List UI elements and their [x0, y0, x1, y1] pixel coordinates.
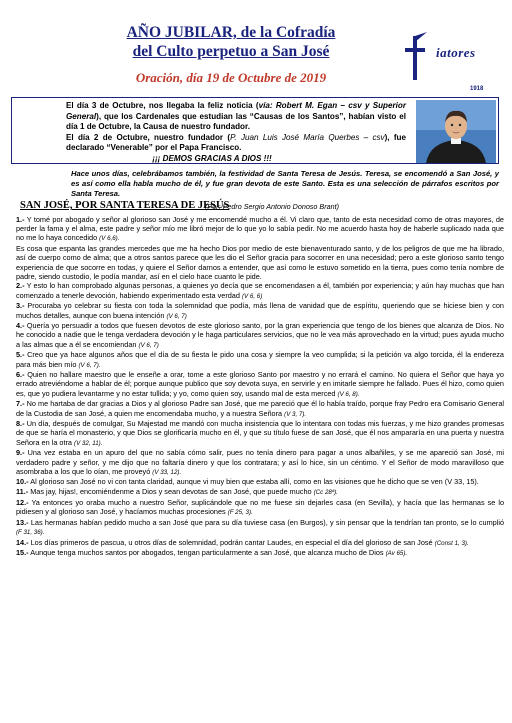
- section-author: (Por: Pedro Sergio Antonio Donoso Brant): [205, 202, 339, 211]
- prayer-date-subtitle: Oración, día 19 de Octubre de 2019: [135, 70, 327, 85]
- quote-paragraph: 8.- Un día, después de comulgar, Su Majestad me mandó con mucha insistencia que lo intentara con todas mis fuerzas, y me hizo grandes promesas de que se haría el monasterio, y que Dios se glorificaría mucho en él, y que su título fuese de san José, que él nos ampararía en una puerta y nuestra Señora en la otra (V 32, 11).: [16, 419, 504, 447]
- quote-paragraph: 1.- Y tomé por abogado y señor al glorioso san José y me encomendé mucho a él. Vi claro que, tanto de esta necesidad como de otras mayores, de perder la fama y el alma, este padre y señor mío me libró mejor de lo que yo lo sabía pedir. No me acuerdo hasta hoy de haberle suplicado nada que no me lo haya concedido (V 6,6).: [16, 215, 504, 243]
- quote-paragraph: 11.- Mas jay, hijas!, encomiéndenme a Dios y sean devotas de san José, que puede mucho (Cc 28ª).: [16, 487, 338, 497]
- founder-portrait: [416, 100, 496, 163]
- viatores-logo-icon: [405, 30, 505, 94]
- section-title: SAN JOSÉ, POR SANTA TERESA DE JESÚS: [20, 200, 230, 211]
- quote-paragraph: 7.- No me hartaba de dar gracias a Dios y al glorioso Padre san José, que me pareció que él lo había traído, porque fray Pedro era Comisario General de la Custodia de san José, a quien me encomendaba mucho, y a nuestra Señora (V 3, 7).: [16, 399, 504, 418]
- quote-paragraph: 6.- Quien no hallare maestro que le enseñe a orar, tome a este glorioso Santo por maestro y no errará el camino. No quiera el Señor que haya yo errado atreviéndome a hablar de él; porque aunque publico que soy devota suya, en servirle y en imitarle siempre he fallado. Pues él hizo, como quien es, que yo pudiera levantarme y no estar tullida; y yo, como quien soy, usando mal de esta merced (V 6, 8).: [16, 370, 504, 398]
- quote-paragraph: 2.- Y esto lo han comprobado algunas personas, a quienes yo decía que se encomendasen a él, también por experiencia; y aún hay muchas que han comenzado a tenerle devoción, habiendo experimentado esta verdad (V 6, 6): [16, 281, 504, 300]
- quote-paragraph: 4.- Quería yo persuadir a todos que fuesen devotos de este glorioso santo, por la gran experiencia que tengo de los bienes que alcanza de Dios. No he conocido a nadie que le tenga verdadera devoción y le haga particulares servicios, que no le vea más aprovechado en la virtud; pues ayuda mucho a las almas que a él se encomiendan (V 6, 7): [16, 321, 504, 349]
- title-line-1: AÑO JUBILAR, de la Cofradía: [126, 24, 336, 41]
- quote-list: [16, 215, 504, 559]
- announcement-text: El día 3 de Octubre, nos llegaba la feliz noticia (vía: Robert M. Egan – csv y Superior General), que los Cardenales que estudian las “Causas de los Santos”, habían visto el día 1 de Octubre, la Causa de nuestro fundador. El día 2 de Octubre, nuestro fundador (P. Juan Luis José María Querbes – csv), fue declarado “Venerable” por el Papa Francisco. ¡¡¡ DEMOS GRACIAS A DIOS !!!: [18, 101, 406, 165]
- quote-paragraph: 3.- Procuraba yo celebrar su fiesta con toda la solemnidad que podía, más llena de vanidad que de espíritu, queriendo que se hiciese bien y con muchos detalles, aunque con buena intención (V 6, 7): [16, 301, 504, 320]
- quote-paragraph: 13.- Las hermanas habían pedido mucho a san José que para su día tuviese casa (en Burgos), y sin pensar que la tendrían tan pronto, se lo cumplió (F 31, 36).: [16, 517, 505, 536]
- title-line-2: del Culto perpetuo a San José: [132, 43, 330, 60]
- quote-paragraph: 5.- Creo que ya hace algunos años que el día de su fiesta le pido una cosa y siempre la veo cumplida; si la petición va algo torcida, él la endereza para más bien mío (V 6, 7).: [16, 350, 504, 369]
- intro-paragraph: Hace unos días, celebrábamos también, la festividad de Santa Teresa de Jesús. Teresa, se encomendó a San José, y es así como ella habla mucho de él, y fue gran devota de este Santo. Esta es una selección de párrafos escritos por Santa Teresa.: [71, 169, 499, 198]
- quote-paragraph: 14.- Los días primeros de pascua, u otros días de solemnidad, podrán cantar Laudes, en especial el día del glorioso de san José (Const 1, 3).: [16, 537, 469, 547]
- quote-paragraph: 10.- Al glorioso san José no vi con tanta claridad, aunque vi muy bien que estaba allí, como en las visiones que he dicho que se ven (V 33, 15).: [16, 477, 479, 487]
- quote-paragraph: 15.- Aunque tenga muchos santos por abogados, tengan particularmente a san José, que alcanza mucho de Dios (Av 65).: [16, 548, 408, 558]
- logo-wordmark: iatores: [436, 45, 476, 60]
- logo-year: 1918: [470, 86, 484, 92]
- quote-paragraph: 9.- Una vez estaba en un apuro del que no sabía cómo salir, pues no tenía dinero para pagar a unos albañiles, y se me apareció san José, mi verdadero padre y señor, y me dijo que no faltaría dinero y que los contratara; y así lo hice, sin un céntimo. Y el Señor de modo maravilloso que asombraba a los que lo oían, me proveyó (V 33, 12).: [16, 448, 505, 476]
- thanks-exclamation: ¡¡¡ DEMOS GRACIAS A DIOS !!!: [152, 153, 272, 163]
- quote-paragraph: Es cosa que espanta las grandes mercedes que me ha hecho Dios por medio de este bienaventurado santo, y de los peligros de que me ha librado, así de cuerpo como de alma; que a otros santos parece que les dio el Señor gracia para socorrer en una necesidad; pero a este glorioso santo tengo experiencia de que socorre en todas, y quiere el Señor darnos a entender, que así como le estuvo sometido en la tierra, pues como tenía nombre de padre, siendo custodio, le podía mandar, así en el cielo hace cuanto le pide.: [16, 244, 504, 281]
- quote-paragraph: 12.- Ya entonces yo oraba mucho a nuestro Señor, suplicándole que no me fuese sin dejarles casa (en Sevilla), y hacía que las hermanas se lo pidiesen y al glorioso san José, y hacíamos muchas procesiones (F 25, 3).: [16, 497, 504, 517]
- announcement-box: [11, 97, 499, 164]
